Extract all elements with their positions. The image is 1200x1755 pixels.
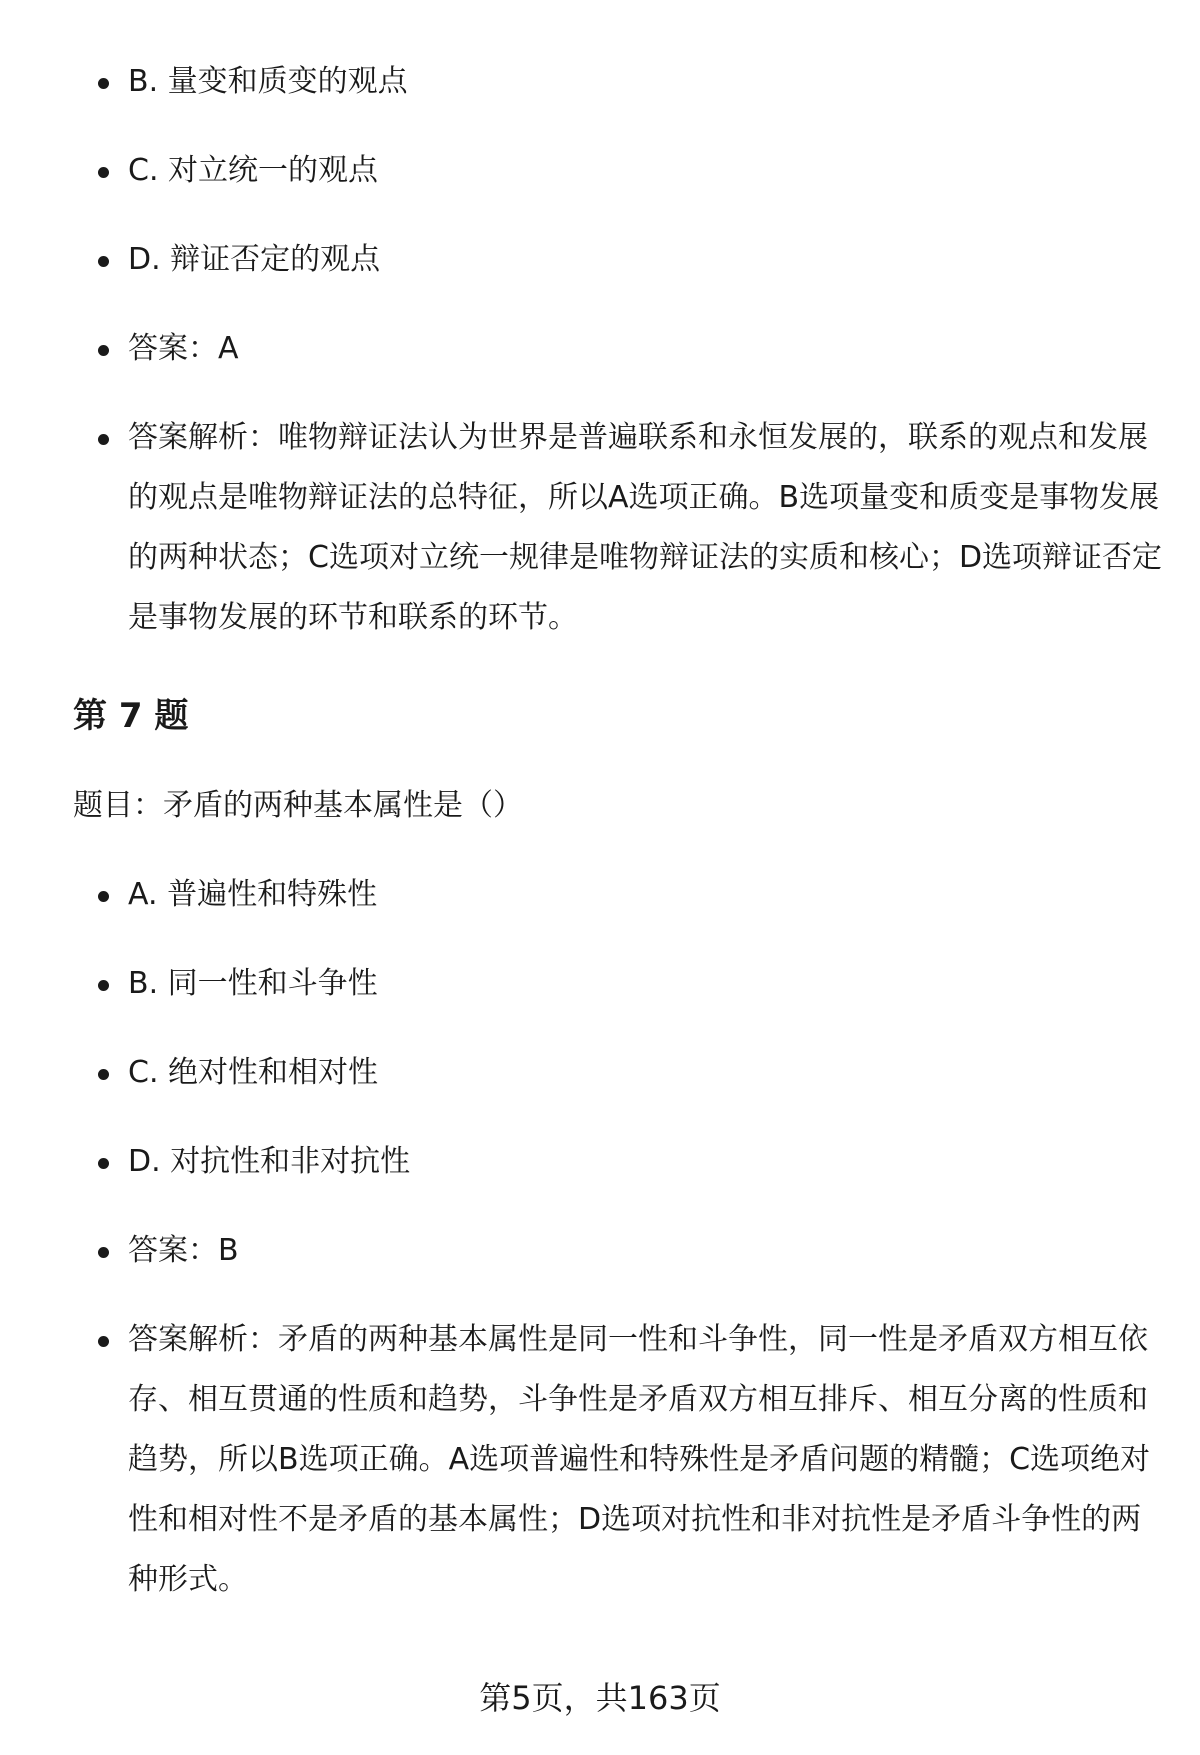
question-options [73, 865, 1163, 1610]
list-item [73, 141, 1163, 201]
bullet-icon [98, 891, 109, 902]
option-text: C. 对立统一的观点 [128, 153, 379, 188]
option-text: C. 绝对性和相对性 [128, 1055, 379, 1090]
list-item [73, 1310, 1163, 1610]
bullet-icon [98, 434, 109, 445]
bullet-icon [98, 345, 109, 356]
list-item [73, 1043, 1163, 1103]
list-item [73, 408, 1163, 648]
answer-text: 答案：A [128, 331, 239, 366]
analysis-text: 答案解析：矛盾的两种基本属性是同一性和斗争性，同一性是矛盾双方相互依存、相互贯通的性质和趋势，斗争性是矛盾双方相互排斥、相互分离的性质和趋势，所以B选项正确。A选项普遍性和特殊性是矛盾问题的精髓；C选项绝对性和相对性不是矛盾的基本属性；D选项对抗性和非对抗性是矛盾斗争性的两种形式。 [128, 1322, 1151, 1597]
option-text: A. 普遍性和特殊性 [128, 877, 378, 912]
bullet-icon [98, 1158, 109, 1169]
answer-text: 答案：B [128, 1233, 239, 1268]
list-item [73, 1132, 1163, 1192]
page-footer: 第5页，共163页 [479, 1679, 721, 1717]
bullet-icon [98, 1247, 109, 1258]
option-text: B. 同一性和斗争性 [128, 966, 378, 1001]
list-item [73, 865, 1163, 925]
list-item [73, 954, 1163, 1014]
bullet-icon [98, 256, 109, 267]
list-item [73, 230, 1163, 290]
question-title: 第 7 题 [73, 696, 189, 736]
list-item [73, 1221, 1163, 1281]
list-item [73, 52, 1163, 112]
question-stem: 题目：矛盾的两种基本属性是（） [73, 788, 523, 823]
analysis-text: 答案解析：唯物辩证法认为世界是普遍联系和永恒发展的，联系的观点和发展的观点是唯物辩证法的总特征，所以A选项正确。B选项量变和质变是事物发展的两种状态；C选项对立统一规律是唯物辩证法的实质和核心；D选项辩证否定是事物发展的环节和联系的环节。 [128, 420, 1163, 635]
bullet-icon [98, 1336, 109, 1347]
bullet-icon [98, 1069, 109, 1080]
list-item [73, 319, 1163, 379]
bullet-icon [98, 980, 109, 991]
bullet-icon [98, 167, 109, 178]
option-text: B. 量变和质变的观点 [128, 64, 408, 99]
page-content [73, 52, 1163, 1639]
option-text: D. 对抗性和非对抗性 [128, 1144, 411, 1179]
option-text: D. 辩证否定的观点 [128, 242, 381, 277]
prev-question-options [73, 52, 1163, 648]
bullet-icon [98, 78, 109, 89]
